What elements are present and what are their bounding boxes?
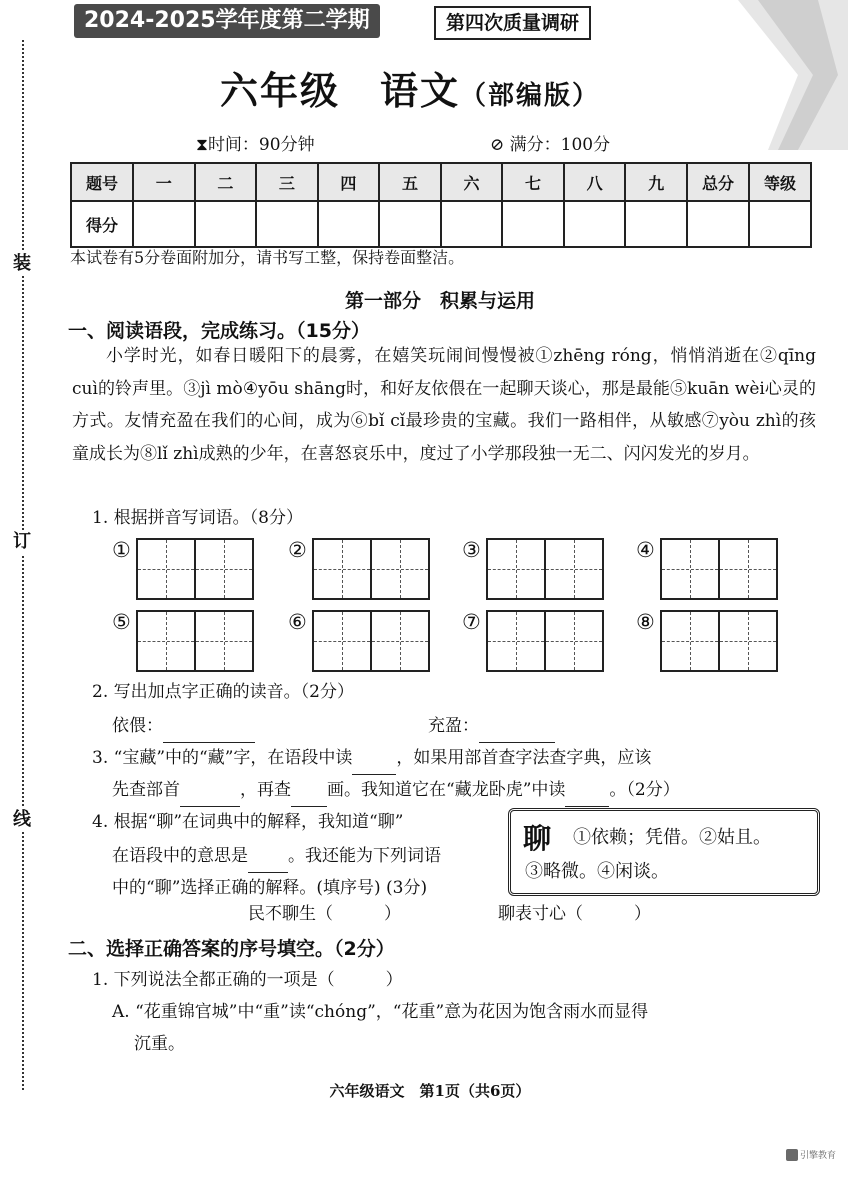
- dict-head-char: 聊: [523, 822, 552, 855]
- page-footer: 六年级语文 第1页（共6页）: [329, 1082, 531, 1100]
- answer-box-8: [636, 610, 778, 672]
- char-cell[interactable]: [486, 610, 546, 672]
- score-table-row-label: 得分: [71, 201, 133, 247]
- q4-line1: 4. 根据“聊”在词典中的解释，我知道“聊”: [92, 812, 404, 832]
- score-col: 八: [564, 163, 626, 201]
- char-cell[interactable]: [544, 610, 604, 672]
- box-number: ①: [112, 538, 131, 562]
- score-col: 四: [318, 163, 380, 201]
- q2-item-a-label: 依偎：: [112, 716, 163, 736]
- char-cell[interactable]: [312, 610, 372, 672]
- binding-char-middle: 订: [10, 530, 34, 554]
- s2-optA-line1: A. “花重锦官城”中“重”读“chóng”，“花重”意为花因为饱含雨水而显得: [112, 1002, 649, 1022]
- dict-line1: ①依赖；凭借。②姑且。: [573, 827, 771, 848]
- score-info: [490, 130, 610, 155]
- part1-title: 第一部分 积累与运用: [344, 290, 535, 312]
- answer-box-4: [636, 538, 778, 600]
- binding-char-bottom: 线: [10, 808, 34, 832]
- watermark-text: 引擎教育: [799, 1150, 836, 1161]
- score-col: 三: [256, 163, 318, 201]
- q3-line2: [112, 774, 680, 807]
- answer-box-3: [462, 538, 604, 600]
- char-cell[interactable]: [136, 538, 196, 600]
- q2-item-b-label: 充盈：: [428, 716, 479, 736]
- q2-item-a: [112, 710, 255, 743]
- title-edition: （部编版）: [460, 81, 601, 111]
- q3-blank-reading2[interactable]: [565, 774, 609, 807]
- score-table-score-row: [71, 201, 811, 247]
- q3-text: 画。我知道它在“藏龙卧虎”中读: [327, 780, 566, 800]
- q4-text: 在语段中的意思是: [112, 846, 248, 866]
- score-table-header-row: [71, 163, 811, 201]
- score-label: 满分：100分: [509, 135, 611, 155]
- score-col: 等级: [749, 163, 811, 201]
- answer-box-7: [462, 610, 604, 672]
- q4-line3: 中的“聊”选择正确的解释。(填序号) (3分): [112, 878, 428, 898]
- score-cell[interactable]: [379, 201, 441, 247]
- q3-text: 3. “宝藏”中的“藏”字，在语段中读: [92, 748, 353, 768]
- q3-blank-reading[interactable]: [352, 742, 396, 775]
- char-cell[interactable]: [370, 610, 430, 672]
- box-number: ②: [288, 538, 307, 562]
- answer-box-5: [112, 610, 254, 672]
- score-col: 六: [441, 163, 503, 201]
- char-cell[interactable]: [660, 610, 720, 672]
- score-table: [70, 162, 812, 248]
- q4-blank-meaning[interactable]: [248, 840, 288, 873]
- exam-title: [0, 60, 820, 115]
- binding-char-top: 装: [10, 252, 34, 276]
- notice-text: 本试卷有5分卷面附加分，请书写工整，保持卷面整洁。: [70, 248, 465, 267]
- q4-item1: 民不聊生（ ）: [248, 904, 401, 924]
- time-label: 时间：90分钟: [207, 135, 315, 155]
- q3-text: ，如果用部首查字法查字典，应该: [396, 748, 652, 768]
- binding-dotted-line: [22, 40, 24, 1090]
- q1-prompt: 1. 根据拼音写词语。（8分）: [92, 508, 303, 528]
- q3-text: 先查部首: [112, 780, 180, 800]
- score-cell[interactable]: [256, 201, 318, 247]
- reading-passage: 小学时光，如春日暖阳下的晨雾，在嬉笑玩闹间慢慢被①zhēng róng，悄悄消逝在②qīng cuì的铃声里。③jì mò④yōu shāng时，和好友依偎在一起聊天谈心，那是最能⑤kuān wèi心灵的方式。友情充盈在我们的心间，成为⑥bǐ cǐ最珍贵的宝藏。我们一路相伴，从敏感⑦yòu zhì的孩童成长为⑧lǐ zhì成熟的少年，在喜怒哀乐中，度过了小学那段独一无二、闪闪发光的岁月。: [72, 346, 816, 464]
- score-col: 七: [502, 163, 564, 201]
- char-cell[interactable]: [660, 538, 720, 600]
- q2-blank-b[interactable]: [479, 710, 555, 743]
- score-cell[interactable]: [441, 201, 503, 247]
- dict-line2: ③略微。④闲谈。: [525, 861, 669, 882]
- char-cell[interactable]: [718, 538, 778, 600]
- score-cell[interactable]: [318, 201, 380, 247]
- s2-q1: 1. 下列说法全都正确的一项是（ ）: [92, 970, 403, 990]
- score-col: 五: [379, 163, 441, 201]
- q3-blank-radical[interactable]: [180, 774, 240, 807]
- char-cell[interactable]: [486, 538, 546, 600]
- answer-box-2: [288, 538, 430, 600]
- char-cell[interactable]: [194, 538, 254, 600]
- score-col: 总分: [687, 163, 749, 201]
- q4-item2: 聊表寸心（ ）: [498, 904, 651, 924]
- score-cell[interactable]: [502, 201, 564, 247]
- score-cell[interactable]: [687, 201, 749, 247]
- char-cell[interactable]: [544, 538, 604, 600]
- char-cell[interactable]: [370, 538, 430, 600]
- exam-tag: 第四次质量调研: [434, 6, 591, 40]
- q3-line1: [92, 742, 651, 775]
- box-number: ⑦: [462, 610, 481, 634]
- year-banner: 2024-2025学年度第二学期: [74, 4, 380, 38]
- q2-item-b: [428, 710, 555, 743]
- score-cell[interactable]: [564, 201, 626, 247]
- q3-text: 。（2分）: [609, 780, 680, 800]
- score-cell[interactable]: [749, 201, 811, 247]
- title-main: 六年级 语文: [219, 69, 460, 113]
- q2-prompt: 2. 写出加点字正确的读音。（2分）: [92, 682, 354, 702]
- score-col: 一: [133, 163, 195, 201]
- char-cell[interactable]: [718, 610, 778, 672]
- box-number: ④: [636, 538, 655, 562]
- q3-text: ，再查: [240, 780, 291, 800]
- watermark: [786, 1148, 836, 1162]
- q4-text: 。我还能为下列词语: [288, 846, 441, 866]
- answer-box-6: [288, 610, 430, 672]
- box-number: ③: [462, 538, 481, 562]
- box-number: ⑧: [636, 610, 655, 634]
- hourglass-icon: ⧗: [196, 135, 208, 155]
- watermark-logo-icon: [786, 1149, 798, 1161]
- time-info: [196, 130, 315, 155]
- answer-box-1: [112, 538, 254, 600]
- score-cell[interactable]: [133, 201, 195, 247]
- s2-optA-line2: 沉重。: [134, 1034, 185, 1054]
- section2-title: 二、选择正确答案的序号填空。（2分）: [68, 938, 395, 960]
- score-cell[interactable]: [625, 201, 687, 247]
- char-cell[interactable]: [312, 538, 372, 600]
- char-cell[interactable]: [136, 610, 196, 672]
- score-table-header-label: 题号: [71, 163, 133, 201]
- section1-title: 一、阅读语段，完成练习。（15分）: [68, 320, 370, 342]
- dictionary-box: [508, 808, 820, 896]
- check-circle-icon: ⊘: [490, 135, 505, 155]
- score-cell[interactable]: [195, 201, 257, 247]
- box-number: ⑤: [112, 610, 131, 634]
- q4-line2: [112, 840, 441, 873]
- char-cell[interactable]: [194, 610, 254, 672]
- box-number: ⑥: [288, 610, 307, 634]
- q2-blank-a[interactable]: [163, 710, 255, 743]
- score-col: 二: [195, 163, 257, 201]
- q3-blank-strokes[interactable]: [291, 774, 327, 807]
- score-col: 九: [625, 163, 687, 201]
